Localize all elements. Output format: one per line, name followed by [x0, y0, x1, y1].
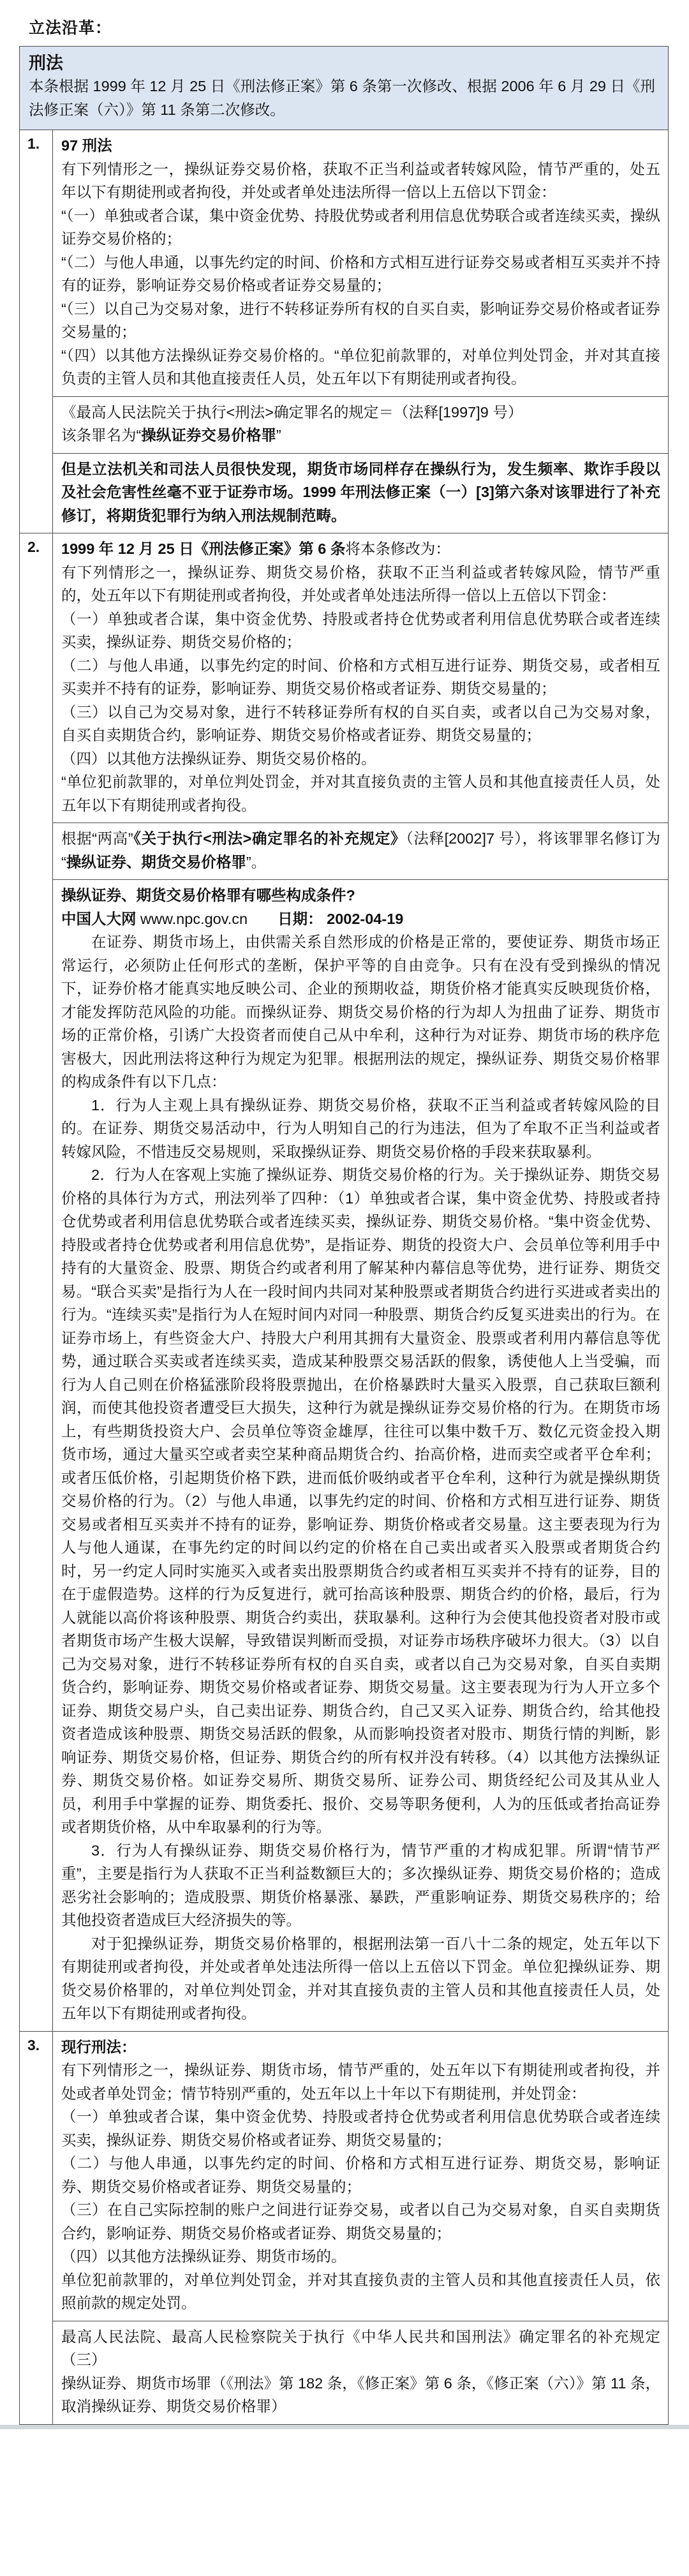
- paragraph: [61, 930, 660, 1094]
- bold-text-run: 操纵证券、期货交易价格罪有哪些构成条件?: [61, 887, 355, 904]
- text-run: 根据“两高”: [61, 830, 133, 847]
- text-run: “（三）以自己为交易对象，进行不转移证券所有权的自买自卖，影响证券交易价格或者证券交易量的；: [61, 300, 660, 340]
- row-section: [53, 396, 668, 453]
- text-run: 在证券、期货市场上，由供需关系自然形成的价格是正常的，要使证券、期货市场正常运行，必须防止任何形式的垄断，保护平等的自由竞争。只有在没有受到操纵的情况下，证券价格才能真实地反映公司、企业的预期收益，期货价格才能真实反映现货价格，才能发挥防范风险的功能。而操纵证券、期货交易价格的行为却人为扭曲了证券、期货市场的正常价格，引诱广大投资者而使自己从中牟利，这种行为对证券、期货市场的秩序危害极大，因此刑法将这种行为规定为犯罪。根据刑法的规定，操纵证券、期货交易价格罪的构成条件有以下几点：: [61, 934, 660, 1090]
- legislation-history-table: [19, 46, 669, 2425]
- bold-text-run: 现行刑法：: [61, 2038, 137, 2055]
- row-number: 1.: [20, 130, 53, 533]
- row-section: [53, 130, 668, 396]
- text-run: （一）单独或者合谋，集中资金优势、持股或者持仓优势或者利用信息优势联合或者连续买卖，操纵证券、期货交易价格或者证券、期货交易量的；: [61, 2108, 660, 2148]
- table-row: [20, 130, 668, 533]
- text-run: （二）与他人串通，以事先约定的时间、价格和方式相互进行证券、期货交易，或者相互买卖并不持有的证券，影响证券、期货交易价格或者证券、期货交易量的；: [61, 657, 660, 697]
- bold-text-run: 但是立法机关和司法人员很快发现，期货市场同样存在操纵行为，发生频率、欺诈手段以及社会危害性丝毫不亚于证券市场。1999 年刑法修正案（一）[3]第六条对该罪进行了补充修订，将期货犯罪行为纳入刑法规制范畴。: [61, 460, 660, 524]
- text-run: 操纵证券、期货市场罪（《刑法》第 182 条，《修正案》第 6 条，《修正案（六）》第 11 条，取消操纵证券、期货交易价格罪）: [61, 2374, 660, 2415]
- text-run: ”: [276, 427, 281, 443]
- paragraph: [61, 204, 660, 251]
- row-content: [53, 130, 668, 533]
- paragraph: [61, 158, 660, 204]
- text-run: “（四）以其他方法操纵证券交易价格的。“单位犯前款罪的，对单位判处罚金，并对其直接负责的主管人员和其他直接责任人员，处五年以下有期徒刑或者拘役。: [61, 346, 660, 387]
- paragraph: [61, 537, 660, 561]
- text-run: （二）与他人串通，以事先约定的时间、价格和方式相互进行证券、期货交易，影响证券、期货交易价格或者证券、期货交易量的；: [61, 2155, 660, 2195]
- paragraph: [61, 2325, 660, 2372]
- row-number: 3.: [20, 2032, 53, 2424]
- text-run: 有下列情形之一，操纵证券交易价格，获取不正当利益或者转嫁风险，情节严重的，处五年以下有期徒刑或者拘役，并处或者单处违法所得一倍以上五倍以下罚金：: [61, 160, 660, 200]
- paragraph: [61, 2198, 660, 2245]
- paragraph: [61, 1839, 660, 1932]
- row-section: [53, 2321, 668, 2424]
- paragraph: [61, 251, 660, 297]
- paragraph: [61, 134, 660, 158]
- bold-text-run: 中国人大网: [61, 910, 141, 927]
- text-run: 将本条修改为：: [345, 540, 450, 557]
- row-content: [53, 533, 668, 2031]
- row-content: [53, 2032, 668, 2424]
- text-run: （四）以其他方法操纵证券、期货市场的。: [61, 2248, 346, 2265]
- text-run: （法释[2002]7 号），将该罪罪名修订为“: [61, 830, 661, 870]
- text-run: （四）以其他方法操纵证券、期货交易价格的。: [61, 750, 376, 767]
- table-row: [20, 2032, 668, 2425]
- paragraph: [61, 2059, 660, 2105]
- text-run: www.npc.gov.cn: [140, 910, 248, 927]
- table-row: [20, 533, 668, 2032]
- paragraph: [61, 907, 660, 931]
- row-section: [53, 823, 668, 879]
- paragraph: [61, 2036, 660, 2059]
- paragraph: [61, 607, 660, 654]
- paragraph: [61, 1163, 660, 1839]
- text-run: 2．行为人在客观上实施了操纵证券、期货交易价格的行为。关于操纵证券、期货交易价格的具体行为方式，刑法列举了四种：（1）单独或者合谋，集中资金优势、持股或者持仓优势或者利用信息优势联合或者连续买卖，操纵证券、期货交易价格。“集中资金优势、持股或者持仓优势或者利用信息优势”，是指证券、期货的投资大户、会员单位等利用手中持有的大量资金、股票、期货合约或者利用了解某种内幕信息等优势，进行证券、期货交易。“联合买卖”是指行为人在一段时间内共同对某种股票或者期货合约进行买进或者卖出的行为。“连续买卖”是指行为人在短时间内对同一种股票、期货合约反复买进卖出的行为。在证券市场上，有些资金大户、持股大户利用其拥有大量资金、股票或者利用内幕信息等优势，通过联合买卖或者连续买卖，造成某种股票交易活跃的假象，诱使他人上当受骗，而行为人自己则在价格猛涨阶段将股票抛出，在价格暴跌时大量买入股票，自己获取巨额利润，而使其他投资者遭受巨大损失，这种行为就是操纵证券交易价格的行为。在期货市场上，有些期货投资大户、会员单位等资金雄厚，往往可以集中数千万、数亿元资金投入期货市场，通过大量买空或者卖空某种商品期货合约、抬高价格，进而卖空或者平仓牟利；或者压低价格，引起期货价格下跌，进而低价吸纳或者平仓牟利，这种行为就是操纵期货交易价格的行为。（2）与他人串通，以事先约定的时间、价格和方式相互进行证券、期货交易或者相互买卖并不持有的证券，影响证券、期货价格或者交易量。这主要表现为行为人与他人通谋，在事先约定的时间以约定的价格在自己卖出或者买入股票或者期货合约时，另一约定人同时实施买入或者卖出股票期货合约或者相互买卖并不持有的证券，目的在于虚假造势。这样的行为反复进行，就可抬高该种股票、期货合约的价格，最后，行为人就能以高价将该种股票、期货合约卖出，获取暴利。这种行为会使其他投资者对股市或者期货市场产生极大误解，导致错误判断而受损，对证券市场秩序破坏力很大。（3）以自己为交易对象，进行不转移证券所有权的自买自卖，或者以自己为交易对象，自买自卖期货合约，影响证券、期货交易价格或者证券、期货交易量。这主要表现为行为人开立多个证券、期货交易户头，自己卖出证券、期货合约，自己又买入证券、期货合约，给其他投资者造成该种股票、期货交易活跃的假象，从而影响投资者对股市、期货行情的判断，影响证券、期货交易价格，但证券、期货合约的所有权并没有转移。（4）以其他方法操纵证券、期货交易价格。如证券交易所、期货交易所、证券公司、期货经纪公司及其从业人员，利用手中掌握的证券、期货委托、报价、交易等职务便利，人为的压低或者抬高证券或者期货价格，从中牟取暴利的行为等。: [61, 1166, 660, 1835]
- text-run: “（二）与他人串通，以事先约定的时间、价格和方式相互进行证券交易或者相互买卖并不持有的证券，影响证券交易价格或者证券交易量的；: [61, 253, 660, 294]
- table-header-title: 刑法: [29, 54, 63, 73]
- text-run: “（一）单独或者合谋，集中资金优势、持股优势或者利用信息优势联合或者连续买卖，操纵证券交易价格的；: [61, 207, 660, 247]
- paragraph: [61, 2372, 660, 2418]
- text-run: [248, 911, 278, 927]
- text-run: 《最高人民法院关于执行<刑法>确定罪名的规定＝（法释[1997]9 号）: [61, 403, 523, 421]
- row-section: [53, 533, 668, 823]
- paragraph: [61, 2105, 660, 2152]
- paragraph: [61, 1094, 660, 1164]
- paragraph: [61, 424, 660, 447]
- paragraph: [61, 344, 660, 391]
- text-run: （一）单独或者合谋，集中资金优势、持股或者持仓优势或者利用信息优势联合或者连续买卖，操纵证券、期货交易价格的；: [61, 610, 660, 650]
- row-number: 2.: [20, 533, 53, 2031]
- page-title: 立法沿革：: [29, 19, 112, 37]
- paragraph: [61, 654, 660, 701]
- paragraph: [61, 2152, 660, 2198]
- paragraph: [61, 701, 660, 747]
- text-run: 有下列情形之一，操纵证券、期货市场，情节严重的，处五年以下有期徒刑或者拘役，并处或者单处罚金；情节特别严重的，处五年以上十年以下有期徒刑，并处罚金：: [61, 2062, 660, 2102]
- bold-text-run: 操纵证券交易价格罪: [141, 427, 276, 443]
- paragraph: [61, 297, 660, 344]
- paragraph: [61, 2268, 660, 2315]
- row-section: [53, 453, 668, 533]
- text-run: “单位犯前款罪的，对单位判处罚金，并对其直接负责的主管人员和其他直接责任人员，处五年以下有期徒刑或者拘役。: [61, 773, 660, 814]
- text-run: 最高人民法院、最高人民检察院关于执行《中华人民共和国刑法》确定罪名的补充规定（三）: [61, 2328, 660, 2368]
- bold-text-run: 《关于执行<刑法>确定罪名的补充规定》: [133, 830, 406, 847]
- bold-text-run: 97 刑法: [61, 137, 112, 154]
- text-run: 3．行为人有操纵证券、期货交易价格行为，情节严重的才构成犯罪。所谓“情节严重”，主要是指行为人获取不正当利益数额巨大的；多次操纵证券、期货交易价格的；造成恶劣社会影响的；造成股票、期货价格暴涨、暴跌，严重影响证券、期货交易秩序的；给其他投资者造成巨大经济损失的等。: [61, 1842, 660, 1928]
- table-header: [20, 47, 668, 130]
- text-run: 对于犯操纵证券，期货交易价格罪的，根据刑法第一百八十二条的规定，处五年以下有期徒刑或者拘役，并处或者单处违法所得一倍以上五倍以下罚金。单位犯操纵证券、期货交易价格罪的，对单位判处罚金，并对其直接负责的主管人员和其他直接责任人员，处五年以下有期徒刑或者拘役。: [61, 1935, 660, 2021]
- table-rows-container: [20, 130, 668, 2425]
- paragraph: [61, 1932, 660, 2025]
- bold-text-run: 操纵证券、期货交易价格罪: [66, 853, 246, 870]
- paragraph: [61, 770, 660, 817]
- text-run: 该条罪名为“: [61, 427, 142, 443]
- text-run: 1．行为人主观上具有操纵证券、期货交易价格，获取不正当利益或者转嫁风险的目的。在证券、期货交易活动中，行为人明知自己的行为违法，但为了牟取不正当利益或者转嫁风险，不惜违反交易规则，采取操纵证券、期货交易价格的手段来获取暴利。: [61, 1096, 660, 1160]
- table-header-note: 本条根据 1999 年 12 月 25 日《刑法修正案》第 6 条第一次修改、根据 2006 年 6 月 29 日《刑法修正案（六）》第 11 条第二次修改。: [29, 78, 656, 118]
- text-run: ”。: [246, 853, 267, 870]
- bold-text-run: 1999 年 12 月 25 日《刑法修正案》第 6 条: [61, 540, 346, 557]
- text-run: 有下列情形之一，操纵证券、期货交易价格，获取不正当利益或者转嫁风险，情节严重的，处五年以下有期徒刑或者拘役，并处或者单处违法所得一倍以上五倍以下罚金：: [61, 563, 660, 604]
- paragraph: [61, 2245, 660, 2268]
- paragraph: [61, 884, 660, 907]
- bold-text-run: 日期： 2002-04-19: [278, 910, 404, 927]
- row-section: [53, 879, 668, 2031]
- text-run: 单位犯前款罪的，对单位判处罚金，并对其直接负责的主管人员和其他直接责任人员，依照前款的规定处罚。: [61, 2271, 660, 2311]
- paragraph: [61, 401, 660, 424]
- paragraph: [61, 458, 660, 528]
- row-section: [53, 2032, 668, 2321]
- text-run: （三）在自己实际控制的账户之间进行证券交易，或者以自己为交易对象，自买自卖期货合约，影响证券、期货交易价格或者证券、期货交易量的；: [61, 2201, 660, 2242]
- text-run: （三）以自己为交易对象，进行不转移证券所有权的自买自卖，或者以自己为交易对象，自买自卖期货合约，影响证券、期货交易价格或者证券、期货交易量的；: [61, 703, 660, 743]
- paragraph: [61, 747, 660, 771]
- paragraph: [61, 561, 660, 607]
- paragraph: [61, 827, 660, 874]
- bottom-cutoff-strip: [0, 2425, 689, 2429]
